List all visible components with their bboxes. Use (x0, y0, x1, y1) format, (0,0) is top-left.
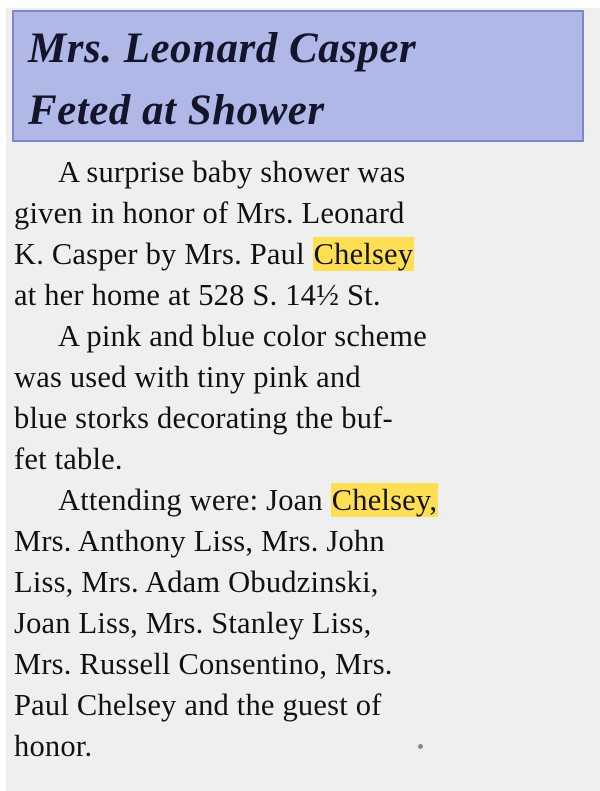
highlighted-term: Chelsey (313, 237, 414, 271)
text-run: blue storks decorating the buf- (14, 401, 393, 435)
text-line (14, 480, 586, 521)
text-run: Joan Liss, Mrs. Stanley Liss, (14, 606, 372, 640)
text-run: fet table. (14, 442, 123, 476)
text-run: Paul Chelsey and the guest of (14, 688, 382, 722)
text-line (14, 644, 586, 685)
text-line (14, 726, 586, 767)
text-line (14, 398, 586, 439)
paragraph-3 (14, 480, 586, 767)
text-line (14, 562, 586, 603)
article-body (14, 152, 586, 767)
text-line (14, 234, 586, 275)
text-line (14, 316, 586, 357)
scan-speck (418, 744, 423, 749)
text-run: Mrs. Russell Consentino, Mrs. (14, 647, 393, 681)
text-run: Liss, Mrs. Adam Obudzinski, (14, 565, 379, 599)
text-run: honor. (14, 729, 93, 763)
text-line (14, 152, 586, 193)
text-line (14, 685, 586, 726)
headline-line-1: Mrs. Leonard Casper (28, 25, 417, 72)
scan-edge-left (0, 0, 6, 791)
text-run: given in honor of Mrs. Leonard (14, 196, 405, 230)
text-run: Attending were: Joan (58, 483, 331, 517)
text-run: was used with tiny pink and (14, 360, 361, 394)
text-line (14, 193, 586, 234)
paragraph-1 (14, 152, 586, 316)
headline-line-2: Feted at Shower (28, 87, 325, 134)
text-line (14, 521, 586, 562)
text-line (14, 275, 586, 316)
text-run: A surprise baby shower was (58, 155, 406, 189)
paragraph-2 (14, 316, 586, 480)
text-line (14, 439, 586, 480)
text-line (14, 603, 586, 644)
headline-block (12, 10, 584, 142)
text-line (14, 357, 586, 398)
text-run: A pink and blue color scheme (58, 319, 427, 353)
text-run: K. Casper by Mrs. Paul (14, 237, 313, 271)
text-run: at her home at 528 S. 14½ St. (14, 278, 381, 312)
scan-edge-top (0, 0, 600, 8)
text-run: Mrs. Anthony Liss, Mrs. John (14, 524, 385, 558)
highlighted-term: Chelsey, (331, 483, 438, 517)
